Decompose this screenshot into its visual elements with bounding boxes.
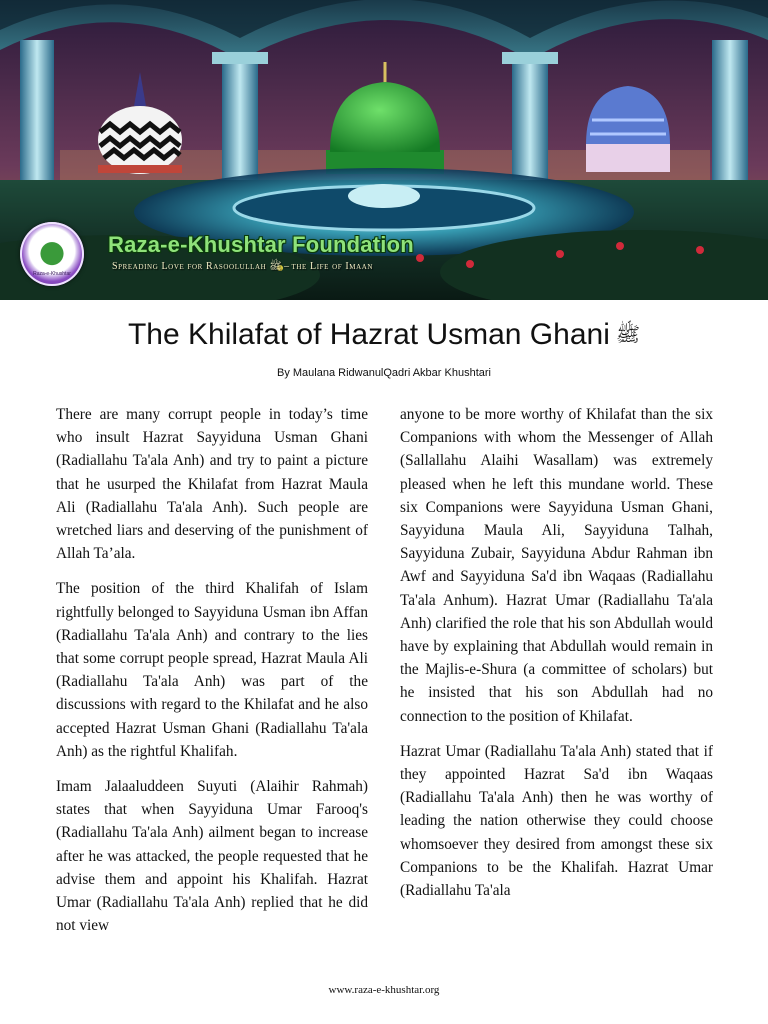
article-title-block: [0, 318, 768, 352]
brand-name: Raza-e-Khushtar Foundation: [108, 232, 414, 257]
honorific-glyph: ﷺ: [615, 321, 641, 346]
header-banner: [0, 0, 768, 300]
left-column: [56, 403, 368, 949]
paragraph: anyone to be more worthy of Khilafat than the six Companions with whom the Messenger of Allah (Sallallahu Alaihi Wasallam) was extremely pleased when he left this mundane world. These six Companions were Sayyiduna Usman Ghani, Sayyiduna Maula Ali, Sayyiduna Talhah, Sayyiduna Zubair, Sayyiduna Abdur Rahman ibn Awf and Sayyiduna Sa'd ibn Waqaas (Radiallahu Ta'ala Anhum). Hazrat Umar (Radiallahu Ta'ala Anh) clarified the role that his son Abdullah would have by explaining that Abdullah would remain in the Majlis-e-Shura (a committee of scholars) but he insisted that his son Abdullah had no connection to the position of Khilafat.: [400, 406, 713, 725]
dome-emblem-icon: [34, 232, 70, 268]
article-title: The Khilafat of Hazrat Usman Ghani: [127, 318, 610, 351]
foundation-logo: [20, 222, 84, 286]
paragraph: Imam Jalaaluddeen Suyuti (Alaihir Rahmah) states that when Sayyiduna Umar Farooq's (Radiallahu Ta'ala Anh) ailment began to increase after he was attacked, the people requested that he advise them and appoint his Khalifah. Hazrat Umar (Radiallahu Ta'ala Anh) replied that he did not view: [56, 778, 368, 935]
paragraph: Hazrat Umar (Radiallahu Ta'ala Anh) stated that if they appointed Hazrat Sa'd ibn Waqaas (Radiallahu Ta'ala Anh) then he was worthy of leading the nation otherwise they could choose whomsoever they desired from amongst these six Companions to be the Khalifah. Hazrat Umar (Radiallahu Ta'ala: [400, 742, 713, 900]
brand-block: [108, 232, 414, 274]
logo-caption: Raza-e-Khushtar: [33, 271, 71, 277]
footer-url[interactable]: www.raza-e-khushtar.org: [328, 984, 440, 996]
article-byline: By Maulana RidwanulQadri Akbar Khushtari: [276, 367, 491, 379]
brand-tagline: Spreading Love for Rasoolullah ﷺ – the Life of Imaan: [112, 261, 374, 272]
right-column: [400, 403, 713, 914]
paragraph: The position of the third Khalifah of Islam rightfully belonged to Sayyiduna Usman ibn Affan (Radiallahu Ta'ala Anh) and contrary to the lies that some corrupt people spread, Hazrat Maula Ali (Radiallahu Ta'ala Anh) was part of the discussions with regard to the Khilafat and he also accepted Hazrat Usman Ghani (Radiallahu Ta'ala Anh) as the rightful Khalifah.: [56, 580, 368, 760]
paragraph: There are many corrupt people in today’s time who insult Hazrat Sayyiduna Usman Ghani (Radiallahu Ta'ala Anh) and try to paint a picture that he usurped the Khilafat from Hazrat Maula Ali (Radiallahu Ta'ala Anh). Such people are wretched liars and deserving of the punishment of Allah Ta’ala.: [56, 406, 368, 563]
